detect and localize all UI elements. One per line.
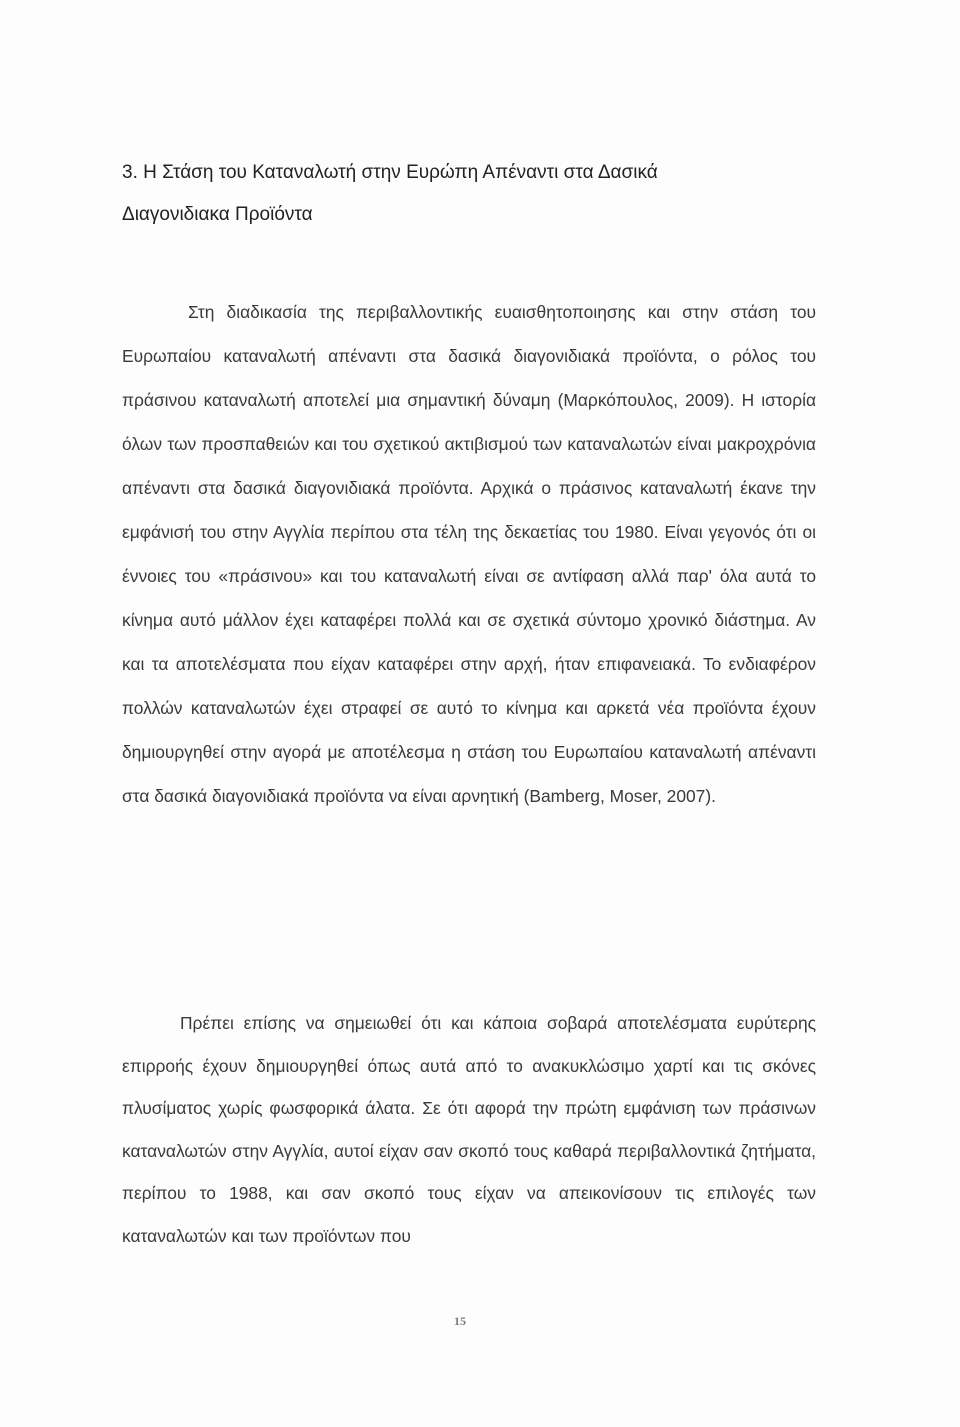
section-heading-line-1: 3. Η Στάση του Καταναλωτή στην Ευρώπη Απέναντι στα Δασικά <box>122 162 658 183</box>
paragraph-text: Πρέπει επίσης να σημειωθεί ότι και κάποια σοβαρά αποτελέσματα ευρύτερης επιρροής έχουν δημιουργηθεί όπως αυτά από το ανακυκλώσιμο χαρτί και τις σκόνες πλυσίματος χωρίς φωσφορικά άλατα. Σε ότι αφορά την πρώτη εμφάνιση των πράσινων καταναλωτών στην Αγγλία, αυτοί είχαν σαν σκοπό τους καθαρά περιβαλλοντικά ζητήματα, περίπου το 1988, και σαν σκοπό τους είχαν να απεικονίσουν τις επιλογές των καταναλωτών και των προϊόντων που <box>122 1013 816 1246</box>
page-number: 15 <box>454 1314 466 1328</box>
body-paragraph-2 <box>122 1002 816 1257</box>
paragraph-text: Στη διαδικασία της περιβαλλοντικής ευαισθητοποιησης και στην στάση του Ευρωπαίου καταναλωτή απέναντι στα δασικά διαγονιδιακά προϊόντα, ο ρόλος του πράσινου καταναλωτή αποτελεί μια σημαντική δύναμη (Μαρκόπουλος, 2009). Η ιστορία όλων των προσπαθειών και του σχετικού ακτιβισμού των καταναλωτών είναι μακροχρόνια απέναντι στα δασικά διαγονιδιακά προϊόντα. Αρχικά ο πράσινος καταναλωτή έκανε την εμφάνισή του στην Αγγλία περίπου στα τέλη της δεκαετίας του 1980. Είναι γεγονός ότι οι έννοιες του «πράσινου» και του καταναλωτή είναι σε αντίφαση αλλά παρ' όλα αυτά το κίνημα αυτό μάλλον έχει καταφέρει πολλά και σε σχετικά σύντομο χρονικό διάστημα. Αν και τα αποτελέσματα που είχαν καταφέρει στην αρχή, ήταν επιφανειακά. Το ενδιαφέρον πολλών καταναλωτών έχει στραφεί σε αυτό το κίνημα και αρκετά νέα προϊόντα έχουν δημιουργηθεί στην αγορά με αποτέλεσμα η στάση του Ευρωπαίου καταναλωτή απέναντι στα δασικά διαγονιδιακά προϊόντα να είναι αρνητική (Bamberg, Moser, 2007). <box>122 302 816 806</box>
section-heading-line-2: Διαγονιδιακα Προϊόντα <box>122 204 313 225</box>
section-heading <box>122 152 822 236</box>
body-paragraph-1 <box>122 290 816 818</box>
